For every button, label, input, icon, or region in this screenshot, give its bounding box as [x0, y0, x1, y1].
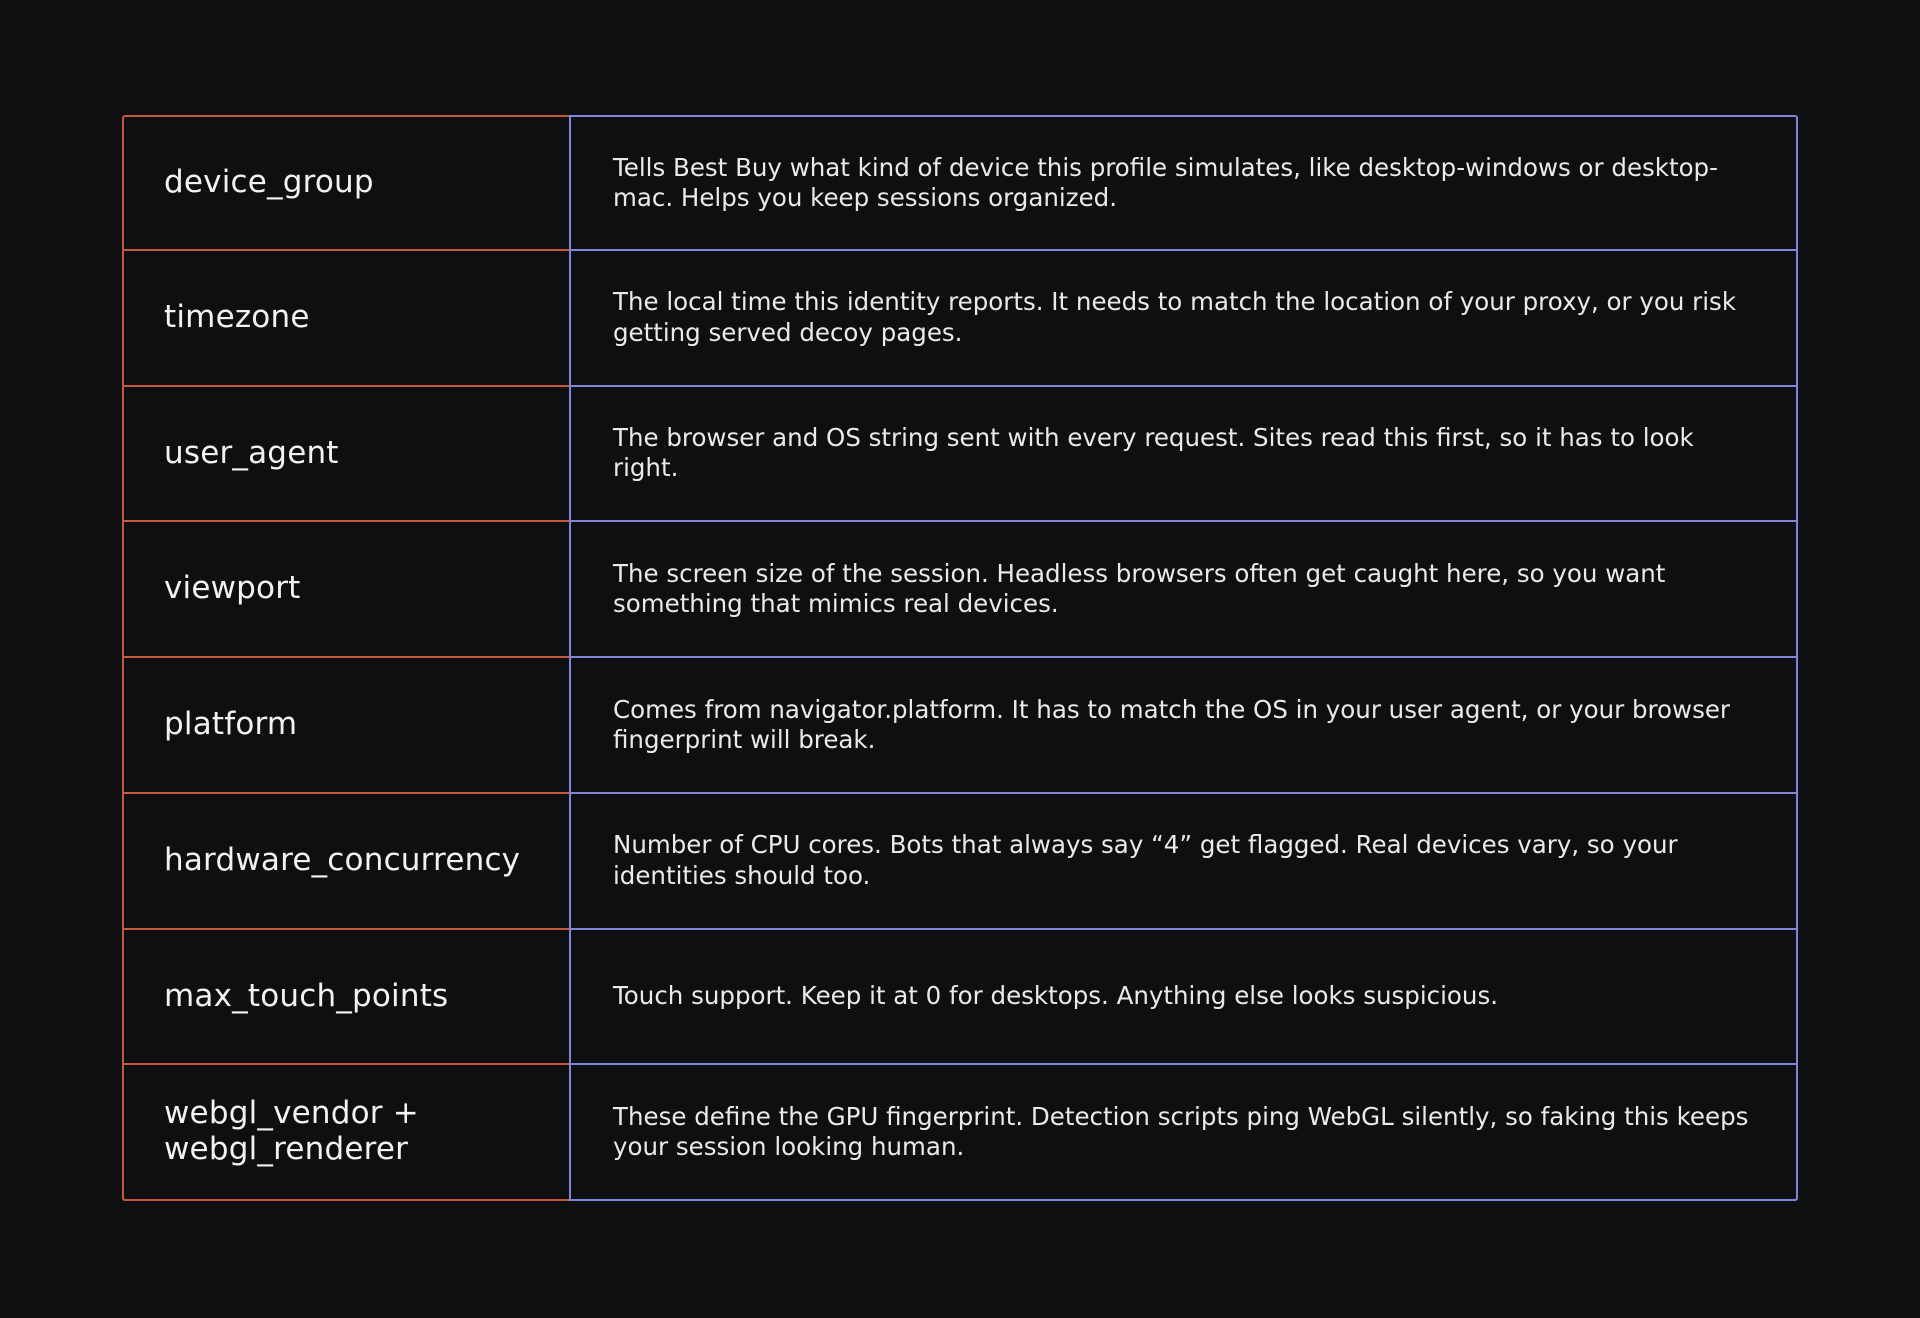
field-name-cell: timezone — [122, 251, 569, 387]
field-description-cell: These define the GPU fingerprint. Detection scripts ping WebGL silently, so faking this keeps your session looking human. — [569, 1065, 1798, 1201]
field-description-cell: The local time this identity reports. It needs to match the location of your proxy, or you risk getting served decoy pages. — [569, 251, 1798, 387]
field-description-cell: The screen size of the session. Headless browsers often get caught here, so you want something that mimics real devices. — [569, 522, 1798, 658]
field-name-cell: viewport — [122, 522, 569, 658]
field-name-cell: webgl_vendor + webgl_renderer — [122, 1065, 569, 1201]
field-description-cell: Tells Best Buy what kind of device this profile simulates, like desktop-windows or desktop-mac. Helps you keep sessions organized. — [569, 115, 1798, 251]
field-description-cell: Touch support. Keep it at 0 for desktops. Anything else looks suspicious. — [569, 930, 1798, 1066]
fingerprint-fields-table — [122, 115, 1798, 1201]
field-name-cell: device_group — [122, 115, 569, 251]
field-name-cell: hardware_concurrency — [122, 794, 569, 930]
field-description-cell: Comes from navigator.platform. It has to match the OS in your user agent, or your browser fingerprint will break. — [569, 658, 1798, 794]
field-description-cell: Number of CPU cores. Bots that always say “4” get flagged. Real devices vary, so your identities should too. — [569, 794, 1798, 930]
field-name-cell: user_agent — [122, 387, 569, 523]
field-name-cell: platform — [122, 658, 569, 794]
field-description-cell: The browser and OS string sent with every request. Sites read this first, so it has to look right. — [569, 387, 1798, 523]
field-name-cell: max_touch_points — [122, 930, 569, 1066]
